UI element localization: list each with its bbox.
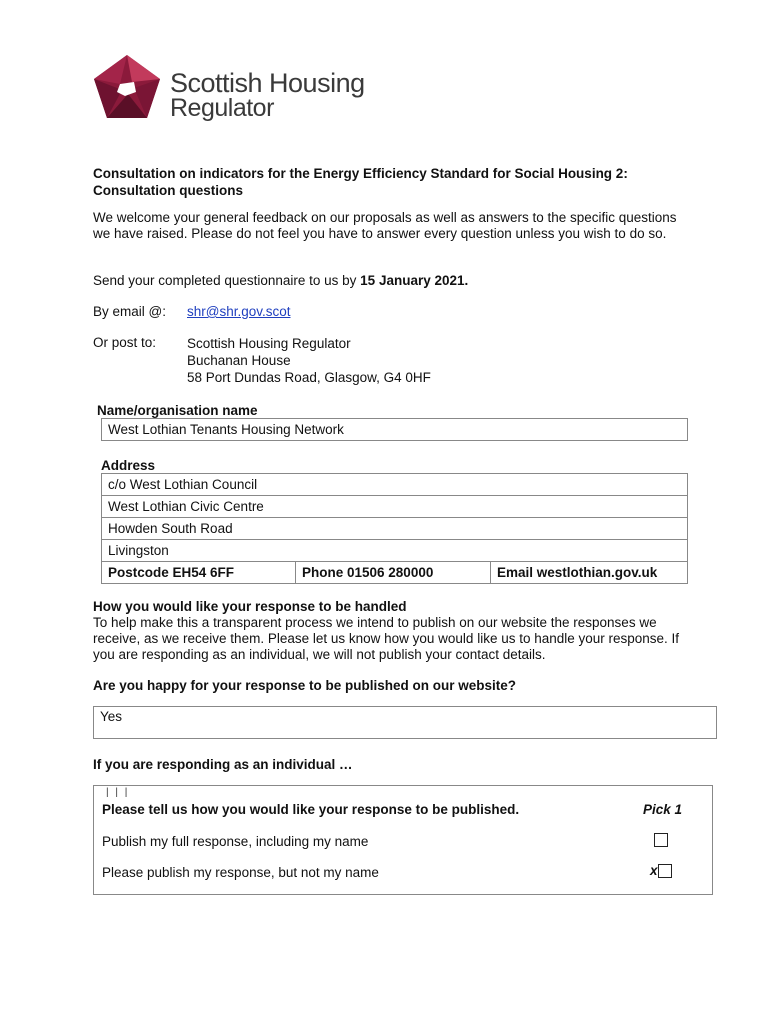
deadline-text — [93, 273, 468, 288]
handling-body: To help make this a transparent process we intend to publish on our website the responses we receive, as we receive them. Please let us know how you would like us to handle your response. If you are responding as an individual, we will not publish your contact details. — [93, 615, 680, 662]
checkbox-icon — [658, 864, 672, 878]
postal-address-line: Buchanan House — [187, 353, 291, 368]
option-no-name-label: Please publish my response, but not my name — [102, 865, 379, 880]
address-label: Address — [101, 458, 156, 473]
postal-address-line: Scottish Housing Regulator — [187, 336, 351, 351]
option-mark: x — [650, 863, 658, 878]
logo — [92, 54, 372, 124]
address-line: c/o West Lothian Council — [102, 474, 687, 496]
postal-address — [187, 335, 431, 386]
intro-text: We welcome your general feedback on our proposals as well as answers to the specific questions we have raised. Please do not feel you have to answer every question unless you wish to do so. — [93, 210, 677, 241]
logo-title: Scottish Housing — [170, 68, 365, 98]
publish-preference-table — [93, 785, 713, 895]
scottish-housing-regulator-logo-icon — [92, 54, 162, 120]
address-field[interactable] — [101, 473, 688, 584]
address-line: Livingston — [102, 540, 687, 562]
post-label: Or post to: — [93, 335, 157, 350]
option-full-response-label: Publish my full response, including my name — [102, 834, 369, 849]
option-no-name-checkbox[interactable] — [650, 863, 672, 878]
email-link[interactable]: shr@shr.gov.scot — [187, 304, 291, 319]
individual-heading: If you are responding as an individual … — [93, 757, 353, 772]
address-line: Howden South Road — [102, 518, 687, 540]
pick-label: Pick 1 — [643, 802, 683, 817]
deadline-prefix: Send your completed questionnaire to us by — [93, 273, 361, 288]
checkbox-icon — [654, 833, 668, 847]
contact-details-row — [102, 562, 687, 584]
handling-heading: How you would like your response to be handled — [93, 599, 407, 614]
publish-preference-heading: Please tell us how you would like your response to be published. — [102, 802, 520, 817]
postcode-cell: Postcode EH54 6FF — [102, 562, 296, 584]
option-full-response-checkbox[interactable] — [654, 832, 668, 847]
postal-address-line: 58 Port Dundas Road, Glasgow, G4 0HF — [187, 370, 431, 385]
email-cell: Email westlothian.gov.uk — [497, 565, 658, 580]
publish-answer-value: Yes — [100, 709, 123, 724]
phone-cell: Phone 01506 280000 — [296, 562, 491, 584]
tick-marks: | | | — [106, 787, 130, 798]
address-line: West Lothian Civic Centre — [102, 496, 687, 518]
name-value: West Lothian Tenants Housing Network — [108, 422, 344, 437]
name-field[interactable] — [101, 418, 688, 441]
page-title: Consultation on indicators for the Energy Efficiency Standard for Social Housing 2: Consultation questions — [93, 166, 628, 198]
email-label: By email @: — [93, 304, 166, 319]
publish-answer-field[interactable] — [93, 706, 717, 739]
logo-subtitle: Regulator — [170, 94, 274, 122]
name-label: Name/organisation name — [97, 403, 258, 418]
publish-question: Are you happy for your response to be published on our website? — [93, 678, 517, 693]
deadline-date: 15 January 2021. — [360, 273, 469, 288]
